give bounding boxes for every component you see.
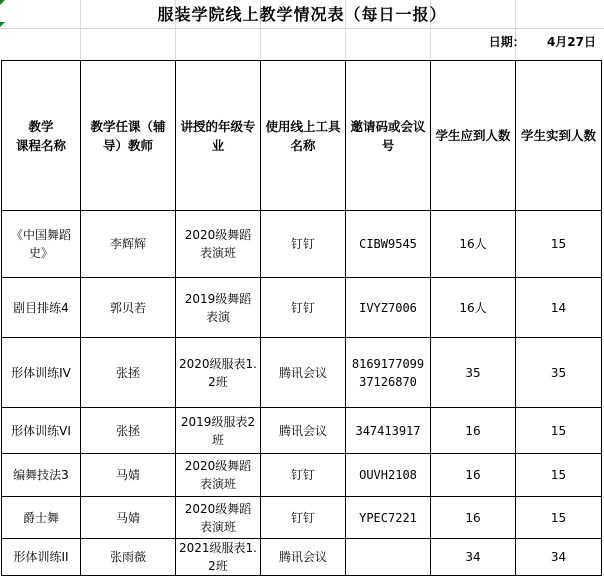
sheet-gridline bbox=[0, 28, 604, 29]
cell-actual[interactable]: 15 bbox=[516, 497, 602, 539]
cell-code[interactable]: CIBW9545 bbox=[346, 211, 431, 278]
cell-grade[interactable]: 2020级服表1.2班 bbox=[176, 338, 261, 408]
cell-course[interactable]: 形体训练II bbox=[2, 539, 81, 576]
cell-expected[interactable]: 16 bbox=[431, 497, 516, 539]
table-row bbox=[2, 539, 602, 576]
cell-grade[interactable]: 2020级舞蹈表演班 bbox=[176, 211, 261, 278]
header-teacher[interactable]: 教学任课（辅导）教师 bbox=[81, 61, 176, 211]
cell-teacher[interactable]: 李辉辉 bbox=[81, 211, 176, 278]
cell-code[interactable]: 816917709937126870 bbox=[346, 338, 431, 408]
cell-course[interactable]: 爵士舞 bbox=[2, 497, 81, 539]
sheet-title: 服装学院线上教学情况表（每日一报） bbox=[157, 5, 447, 24]
cell-course[interactable]: 编舞技法3 bbox=[2, 454, 81, 497]
date-label: 日期： bbox=[488, 35, 525, 49]
cell-actual[interactable]: 35 bbox=[516, 338, 602, 408]
cell-expected[interactable]: 16人 bbox=[431, 278, 516, 338]
cell-actual[interactable]: 15 bbox=[516, 454, 602, 497]
cell-actual[interactable]: 15 bbox=[516, 211, 602, 278]
cell-teacher[interactable]: 张拯 bbox=[81, 338, 176, 408]
table-row bbox=[2, 454, 602, 497]
date-row bbox=[489, 32, 596, 52]
header-code[interactable]: 邀请码或会议号 bbox=[346, 61, 431, 211]
cell-teacher[interactable]: 马婧 bbox=[81, 454, 176, 497]
header-grade[interactable]: 讲授的年级专业 bbox=[176, 61, 261, 211]
cell-teacher[interactable]: 郭贝若 bbox=[81, 278, 176, 338]
cell-code[interactable]: IVYZ7006 bbox=[346, 278, 431, 338]
cell-course[interactable]: 形体训练IV bbox=[2, 338, 81, 408]
cell-actual[interactable]: 15 bbox=[516, 408, 602, 454]
date-value: 4月27日 bbox=[546, 35, 596, 49]
cell-expected[interactable]: 16 bbox=[431, 454, 516, 497]
cell-tool[interactable]: 钉钉 bbox=[261, 454, 346, 497]
header-actual[interactable]: 学生实到人数 bbox=[516, 61, 602, 211]
header-expected[interactable]: 学生应到人数 bbox=[431, 61, 516, 211]
cell-course[interactable]: 剧目排练4 bbox=[2, 278, 81, 338]
cell-course[interactable]: 形体训练VI bbox=[2, 408, 81, 454]
table-row bbox=[2, 497, 602, 539]
cell-grade[interactable]: 2020级舞蹈表演班 bbox=[176, 454, 261, 497]
cell-tool[interactable]: 腾讯会议 bbox=[261, 408, 346, 454]
teaching-report-table bbox=[1, 60, 602, 576]
table-row bbox=[2, 408, 602, 454]
cell-grade[interactable]: 2020级舞蹈表演班 bbox=[176, 497, 261, 539]
cell-actual[interactable]: 14 bbox=[516, 278, 602, 338]
table-row bbox=[2, 211, 602, 278]
cell-grade[interactable]: 2021级服表1.2班 bbox=[176, 539, 261, 576]
cell-expected[interactable]: 16 bbox=[431, 408, 516, 454]
cell-expected[interactable]: 35 bbox=[431, 338, 516, 408]
cell-tool[interactable]: 钉钉 bbox=[261, 278, 346, 338]
cell-tool[interactable]: 腾讯会议 bbox=[261, 539, 346, 576]
table-row bbox=[2, 278, 602, 338]
cell-code[interactable]: YPEC7221 bbox=[346, 497, 431, 539]
cell-code[interactable]: OUVH2108 bbox=[346, 454, 431, 497]
cell-expected[interactable]: 34 bbox=[431, 539, 516, 576]
header-tool[interactable]: 使用线上工具名称 bbox=[261, 61, 346, 211]
cell-tool[interactable]: 腾讯会议 bbox=[261, 338, 346, 408]
cell-teacher[interactable]: 马婧 bbox=[81, 497, 176, 539]
cell-teacher[interactable]: 张拯 bbox=[81, 408, 176, 454]
cell-code[interactable]: 347413917 bbox=[346, 408, 431, 454]
cell-actual[interactable]: 34 bbox=[516, 539, 602, 576]
cell-expected[interactable]: 16人 bbox=[431, 211, 516, 278]
cell-course[interactable]: 《中国舞蹈史》 bbox=[2, 211, 81, 278]
table-row bbox=[2, 338, 602, 408]
cell-tool[interactable]: 钉钉 bbox=[261, 211, 346, 278]
cell-teacher[interactable]: 张雨薇 bbox=[81, 539, 176, 576]
cell-grade[interactable]: 2019级服表2班 bbox=[176, 408, 261, 454]
header-course[interactable]: 教学 课程名称 bbox=[2, 61, 81, 211]
header-row bbox=[2, 61, 602, 211]
cell-tool[interactable]: 钉钉 bbox=[261, 497, 346, 539]
cell-code[interactable] bbox=[346, 539, 431, 576]
cell-grade[interactable]: 2019级舞蹈表演 bbox=[176, 278, 261, 338]
